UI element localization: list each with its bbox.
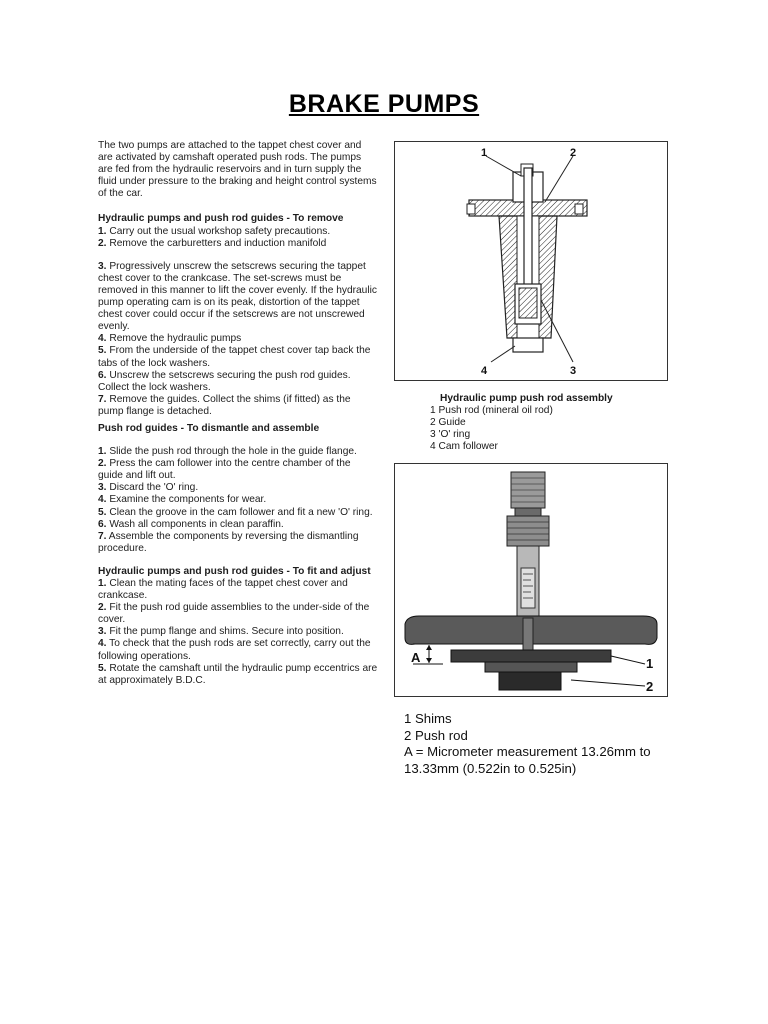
step-item: 3. Discard the 'O' ring. (98, 482, 199, 494)
intro-paragraph: The two pumps are attached to the tappet chest cover and are activated by camshaft operated push rods. The pumps are fed from the hydraulic reservoirs and in turn supply the fluid under pressure to the braking and height control systems of the car. (98, 140, 377, 200)
micrometer-photo (394, 463, 668, 697)
step-item: 2. Press the cam follower into the centre chamber of the guide and lift out. (98, 458, 351, 482)
micrometer-drawing (395, 464, 667, 696)
figure1-caption (430, 393, 613, 453)
callout-1: 1 (646, 656, 654, 671)
callout-1: 1 (481, 147, 488, 159)
step-item: 3. Progressively unscrew the setscrews securing the tappet chest cover to the crankcase. The set-screws must be removed in this manner to lift the cover evenly. If the hydraulic pump operating cam is on its peak, distortion of the tappet chest cover could occur if the setscrews are not unscrewed evenly. (98, 260, 377, 333)
step-item: 5. Clean the groove in the cam follower and fit a new 'O' ring. (98, 506, 373, 518)
instructions-column (98, 140, 378, 687)
callout-3: 3 (570, 365, 577, 377)
caption-item: 1 Shims (404, 711, 452, 726)
step-item: 5. From the underside of the tappet chest cover tap back the tabs of the lock washers. (98, 345, 371, 369)
step-item: 4. To check that the push rods are set correctly, carry out the following operations. (98, 638, 371, 662)
caption-item: 4 Cam follower (430, 441, 498, 452)
callout-2: 2 (570, 147, 577, 159)
step-item: 4. Remove the hydraulic pumps (98, 333, 242, 345)
caption-item: A = Micrometer measurement 13.26mm to 13.33mm (0.522in to 0.525in) (404, 744, 651, 776)
callout-4: 4 (481, 365, 488, 377)
step-item: 6. Unscrew the setscrews securing the push rod guides. Collect the lock washers. (98, 369, 351, 393)
step-item: 7. Assemble the components by reversing the dismantling procedure. (98, 530, 359, 554)
callout-2: 2 (646, 679, 654, 694)
step-item: 3. Fit the pump flange and shims. Secure into position. (98, 626, 344, 638)
section-dismantle-steps (98, 446, 378, 555)
caption-item: 3 'O' ring (430, 429, 471, 440)
pump-push-rod-diagram (394, 141, 668, 381)
step-item: 7. Remove the guides. Collect the shims (if fitted) as the pump flange is detached. (98, 393, 351, 417)
callout-a: A (411, 650, 421, 665)
section-remove-steps (98, 226, 378, 418)
step-item: 5. Rotate the camshaft until the hydraulic pump eccentrics are at approximately B.D.C. (98, 662, 378, 686)
pump-assembly-drawing (395, 142, 667, 380)
caption-title: Hydraulic pump push rod assembly (440, 393, 613, 404)
section-fit-steps (98, 578, 378, 687)
step-item: 1. Slide the push rod through the hole in the guide flange. (98, 446, 357, 458)
step-item: 1. Carry out the usual workshop safety precautions. (98, 225, 331, 237)
step-item: 2. Remove the carburetters and induction manifold (98, 237, 327, 249)
caption-item: 1 Push rod (mineral oil rod) (430, 405, 553, 416)
figure2-caption (404, 711, 664, 777)
section-fit-heading: Hydraulic pumps and push rod guides - To fit and adjust (98, 565, 371, 577)
step-item: 1. Clean the mating faces of the tappet chest cover and crankcase. (98, 578, 348, 602)
page-title: BRAKE PUMPS (288, 90, 480, 118)
step-item: 4. Examine the components for wear. (98, 494, 267, 506)
section-dismantle-heading: Push rod guides - To dismantle and assemble (98, 422, 320, 434)
step-item: 2. Fit the push rod guide assemblies to the under-side of the cover. (98, 602, 370, 626)
step-item: 6. Wash all components in clean paraffin. (98, 518, 284, 530)
caption-item: 2 Guide (430, 417, 466, 428)
section-remove-heading: Hydraulic pumps and push rod guides - To remove (98, 213, 344, 225)
caption-item: 2 Push rod (404, 727, 468, 743)
